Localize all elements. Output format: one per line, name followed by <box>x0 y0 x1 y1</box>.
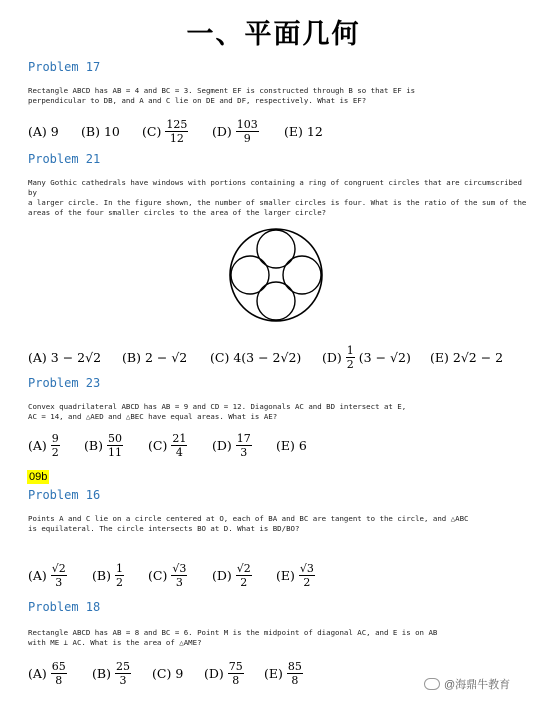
fraction: $\frac{√2}{2}$ <box>236 561 251 589</box>
choice-a: (A) 3 − 2√2 <box>28 349 102 365</box>
problem-text-line: Points A and C lie on a circle centered at O, each of BA and BC are tangent to the circle, and △ABC <box>28 514 469 523</box>
fraction: $\frac{125}{12}$ <box>166 117 188 145</box>
problem-text-line: areas of the four smaller circles to the area of the larger circle? <box>28 208 327 217</box>
problem-text-line: Convex quadrilateral ABCD has AB = 9 and CD = 12. Diagonals AC and BD intersect at E, <box>28 402 407 411</box>
choice-a: (A) 9 <box>28 123 59 139</box>
problem-18-heading: Problem 18 <box>28 600 101 614</box>
choice-c: (C) $\frac{125}{12}$ <box>142 117 188 145</box>
choice-c: (C) 4(3 − 2√2) <box>210 349 302 365</box>
problem-16-heading: Problem 16 <box>28 488 101 502</box>
choice-b: (B) 2 − √2 <box>122 349 188 365</box>
choice-a: (A) $\frac{√2}{3}$ <box>28 561 66 589</box>
problem-23-text <box>28 402 528 422</box>
problem-text-line: perpendicular to DB, and A and C lie on DE and DF, respectively. What is EF? <box>28 96 367 105</box>
page-title: 一、平面几何 <box>186 19 361 50</box>
choice-b: (B) $\frac{25}{3}$ <box>92 659 130 687</box>
choice-b: (B) 10 <box>81 123 120 139</box>
choice-d: (D) $\frac{√2}{2}$ <box>212 561 251 589</box>
gothic-window-figure <box>228 222 324 328</box>
fraction: $\frac{75}{8}$ <box>228 659 243 687</box>
choice-c: (C) $\frac{√3}{3}$ <box>148 561 187 589</box>
problem-21-heading: Problem 21 <box>28 152 101 166</box>
choice-e: (E) 12 <box>284 123 323 139</box>
choice-e: (E) 6 <box>276 437 307 453</box>
problem-text-line: is equilateral. The circle intersects BO at D. What is BD/BO? <box>28 524 300 533</box>
problem-text-line: a larger circle. In the figure shown, the number of smaller circles is four. What is the ratio of the sum of the <box>28 198 527 207</box>
fraction: $\frac{50}{11}$ <box>107 431 122 459</box>
choice-d: (D) $\frac{1}{2}$ (3 − √2) <box>322 343 411 371</box>
choice-e: (E) $\frac{85}{8}$ <box>264 659 302 687</box>
fraction: $\frac{25}{3}$ <box>115 659 130 687</box>
small-circle-left <box>231 256 269 294</box>
small-circle-bottom <box>257 282 295 320</box>
fraction: $\frac{21}{4}$ <box>172 431 187 459</box>
fraction: $\frac{√3}{3}$ <box>172 561 187 589</box>
fraction: $\frac{√3}{2}$ <box>299 561 314 589</box>
fraction: $\frac{103}{9}$ <box>236 117 258 145</box>
choice-d: (D) $\frac{75}{8}$ <box>204 659 243 687</box>
problem-18-text <box>28 628 528 648</box>
choice-d: (D) $\frac{103}{9}$ <box>212 117 258 145</box>
problem-16-text <box>28 514 528 534</box>
choice-e: (E) 2√2 − 2 <box>430 349 504 365</box>
choice-e: (E) $\frac{√3}{2}$ <box>276 561 314 589</box>
small-circle-top <box>257 230 295 268</box>
choice-b: (B) $\frac{1}{2}$ <box>92 561 123 589</box>
problem-text-line: with ME ⊥ AC. What is the area of △AME? <box>28 638 202 647</box>
choice-a: (A) $\frac{9}{2}$ <box>28 431 59 459</box>
fraction: $\frac{85}{8}$ <box>287 659 302 687</box>
problem-23-heading: Problem 23 <box>28 376 101 390</box>
fraction: $\frac{9}{2}$ <box>51 431 59 459</box>
choice-a: (A) $\frac{65}{8}$ <box>28 659 66 687</box>
section-badge: 09b <box>29 471 48 483</box>
fraction: $\frac{√2}{3}$ <box>51 561 66 589</box>
fraction: $\frac{1}{2}$ <box>115 561 123 589</box>
choice-c: (C) 9 <box>152 665 184 681</box>
choice-b: (B) $\frac{50}{11}$ <box>84 431 122 459</box>
watermark <box>424 676 510 692</box>
large-circle <box>230 229 322 321</box>
wechat-logo-icon <box>424 678 440 690</box>
problem-21-text <box>28 178 528 218</box>
fraction: $\frac{1}{2}$ <box>346 343 354 371</box>
problem-text-line: Rectangle ABCD has AB = 8 and BC = 6. Point M is the midpoint of diagonal AC, and E is on AB <box>28 628 438 637</box>
choice-c: (C) $\frac{21}{4}$ <box>148 431 187 459</box>
problem-17-heading: Problem 17 <box>28 60 101 74</box>
watermark-text: @海鼎牛教育 <box>444 679 511 691</box>
problem-text-line: Rectangle ABCD has AB = 4 and BC = 3. Segment EF is constructed through B so that EF is <box>28 86 416 95</box>
problem-text-line: AC = 14, and △AED and △BEC have equal areas. What is AE? <box>28 412 278 421</box>
small-circle-right <box>283 256 321 294</box>
fraction: $\frac{17}{3}$ <box>236 431 251 459</box>
fraction: $\frac{65}{8}$ <box>51 659 66 687</box>
problem-text-line: Many Gothic cathedrals have windows with portions containing a ring of congruent circles that are circumscribed by <box>28 178 522 197</box>
problem-17-text <box>28 86 528 106</box>
choice-d: (D) $\frac{17}{3}$ <box>212 431 251 459</box>
